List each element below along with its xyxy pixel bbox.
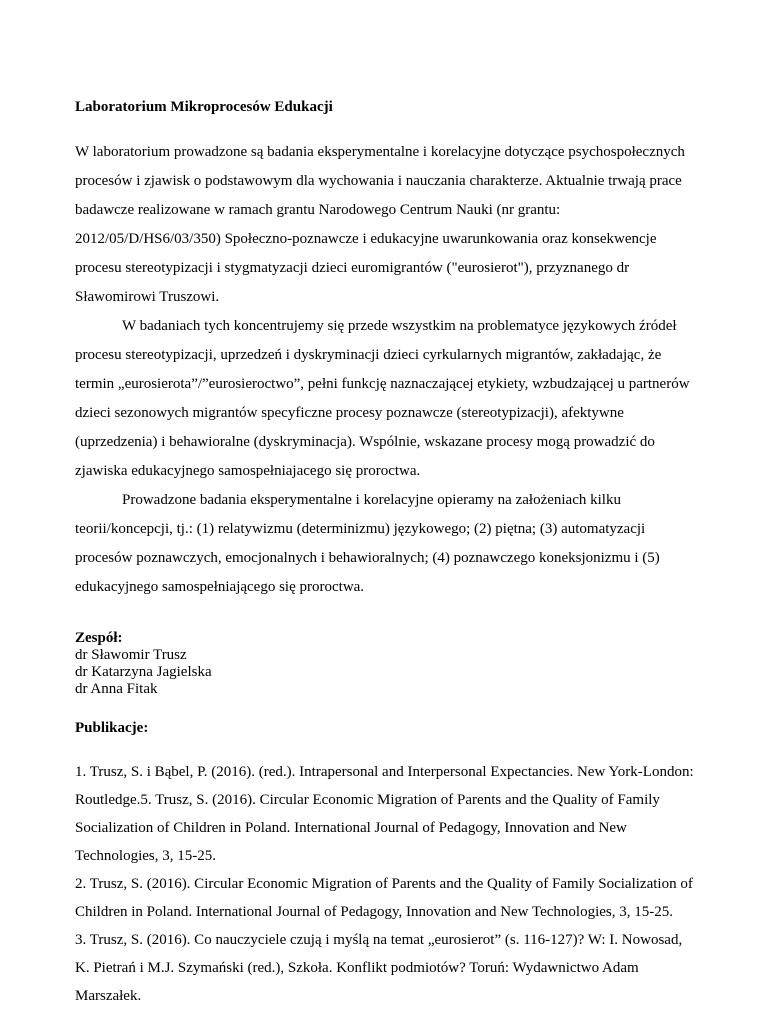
document-page (75, 92, 695, 1010)
publication-item: 1. Trusz, S. i Bąbel, P. (2016). (red.). Intrapersonal and Interpersonal Expectancies. New York-London: Routledge.5. Trusz, S. (2016). Circular Economic Migration of Parents and the Quality of Family Socialization of Children in Poland. International Journal of Pedagogy, Innovation and New Technologies, 3, 15-25. (75, 764, 694, 864)
team-section (75, 630, 695, 698)
team-heading: Zespół: (75, 630, 123, 646)
paragraph-intro: W laboratorium prowadzone są badania eksperymentalne i korelacyjne dotyczące psychospołecznych procesów i zjawisk o podstawowym dla wychowania i nauczania charakterze. Aktualnie trwają prace badawcze realizowane w ramach grantu Narodowego Centrum Nauki (nr grantu: 2012/05/D/HS6/03/350) Społeczno-poznawcze i edukacyjne uwarunkowania oraz konsekwencje procesu stereotypizacji i stygmatyzacji dzieci euromigrantów ("eurosierot"), przyznanego dr Sławomirowi Truszowi. (75, 144, 685, 305)
publication-item: 3. Trusz, S. (2016). Co nauczyciele czują i myślą na temat „eurosierot” (s. 116-127)? W: I. Nowosad, K. Pietrań i M.J. Szymański (red.), Szkoła. Konflikt podmiotów? Toruń: Wydawnictwo Adam Marszałek. (75, 932, 683, 1004)
publications-heading: Publikacje: (75, 720, 149, 736)
document-title: Laboratorium Mikroprocesów Edukacji (75, 99, 333, 115)
publications-list (75, 758, 695, 1010)
team-member: dr Anna Fitak (75, 681, 158, 697)
publication-item: 2. Trusz, S. (2016). Circular Economic Migration of Parents and the Quality of Family Socialization of Children in Poland. International Journal of Pedagogy, Innovation and New Technologies, 3, 15-25. (75, 876, 693, 920)
paragraph-research-focus: W badaniach tych koncentrujemy się przede wszystkim na problematyce językowych źródeł procesu stereotypizacji, uprzedzeń i dyskryminacji dzieci cyrkularnych migrantów, zakładając, że termin „eurosierota”/”eurosieroctwo”, pełni funkcję naznaczającej etykiety, wzbudzającej u partnerów dzieci sezonowych migrantów specyficzne procesy poznawcze (stereotypizacji), afektywne (uprzedzenia) i behawioralne (dyskryminacja). Wspólnie, wskazane procesy mogą prowadzić do zjawiska edukacyjnego samospełniajacego się proroctwa. (75, 318, 690, 479)
team-member: dr Sławomir Trusz (75, 647, 187, 663)
paragraph-theories: Prowadzone badania eksperymentalne i korelacyjne opieramy na założeniach kilku teorii/koncepcji, tj.: (1) relatywizmu (determinizmu) językowego; (2) piętna; (3) automatyzacji procesów poznawczych, emocjonalnych i behawioralnych; (4) poznawczego koneksjonizmu i (5) edukacyjnego samospełniającego się proroctwa. (75, 492, 660, 595)
team-member: dr Katarzyna Jagielska (75, 664, 212, 680)
